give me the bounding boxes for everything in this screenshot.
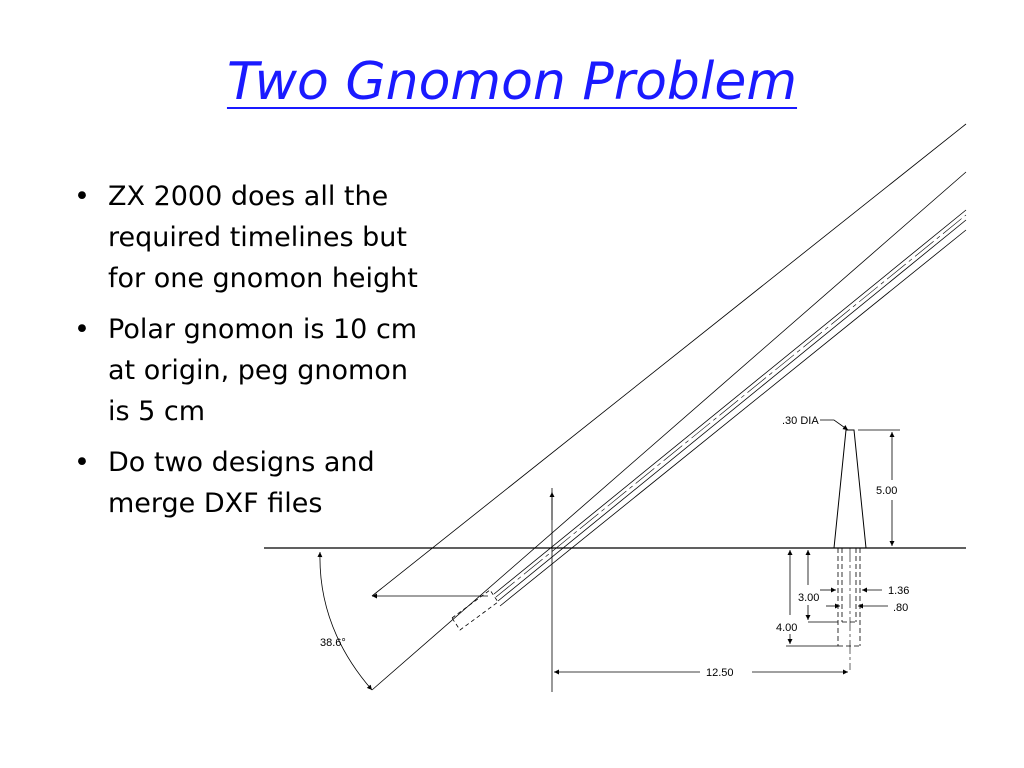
dim-1250-label: 12.50 <box>706 667 734 679</box>
dim-400-label: 4.00 <box>776 622 798 634</box>
bullet-line: merge DXF files <box>108 488 323 519</box>
height-label: 5.00 <box>876 485 898 497</box>
dia-label: .30 DIA <box>782 415 819 427</box>
polar-gnomon-centerline <box>496 215 966 597</box>
bullet-line: for one gnomon height <box>108 263 418 294</box>
polar-gnomon-outer-edge <box>372 124 966 596</box>
angle-arc <box>320 552 372 690</box>
dim-136-label: 1.36 <box>888 585 910 597</box>
angle-extension-line <box>372 172 966 690</box>
polar-gnomon-edge-lower <box>498 220 966 601</box>
angle-label: 38.6° <box>320 637 346 649</box>
bullet-dot-icon: • <box>74 181 90 212</box>
bullet-line: required timelines but <box>108 222 407 253</box>
bullet-line: at origin, peg gnomon <box>108 355 408 386</box>
bullet-line: Polar gnomon is 10 cm <box>108 314 418 345</box>
polar-gnomon-edge-upper <box>494 210 966 594</box>
dia-leader <box>820 420 848 430</box>
dim-080-label: .80 <box>893 602 909 614</box>
bullet-dot-icon: • <box>74 314 90 345</box>
bullet-line: is 5 cm <box>108 396 206 427</box>
slide-title: Two Gnomon Problem <box>226 52 798 112</box>
peg-gnomon-outline <box>834 430 866 548</box>
dim-300-label: 3.00 <box>798 592 820 604</box>
bullet-line: ZX 2000 does all the <box>108 181 389 212</box>
bullet-dot-icon: • <box>74 447 90 478</box>
polar-gnomon-inner-line <box>500 230 966 606</box>
bullet-line: Do two designs and <box>108 447 375 478</box>
